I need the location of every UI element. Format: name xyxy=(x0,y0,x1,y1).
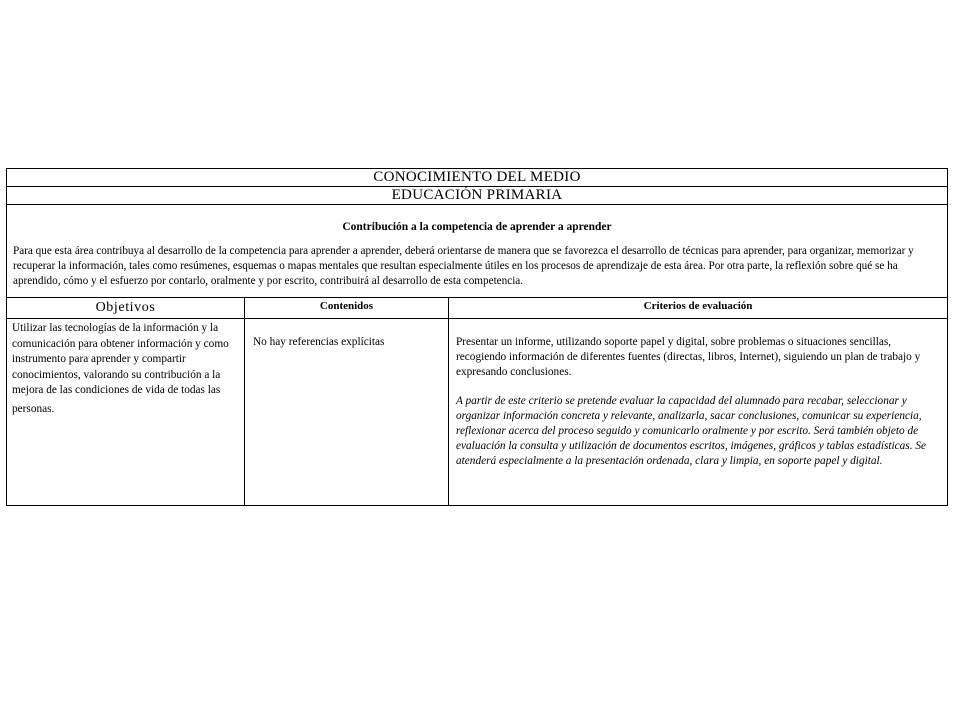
column-header-objetivos: Objetivos xyxy=(7,298,245,319)
table-row xyxy=(7,319,948,506)
criterio-text: Presentar un informe, utilizando soporte papel y digital, sobre problemas o situaciones sencillas, recogiendo información de diferentes fuentes (directas, libros, Internet), siguiendo un plan de trabajo y expresando conclusiones. xyxy=(456,336,921,379)
criterio-cell xyxy=(449,319,948,506)
objetivo-cell xyxy=(7,319,245,506)
objetivo-text-end: personas. xyxy=(12,402,55,415)
objetivo-text: Utilizar las tecnologías de la información y la comunicación para obtener información y como instrumento para aprender y compartir conocimientos, valorando su contribución a la mejora de las condiciones de vida de todas las xyxy=(12,322,229,396)
contenido-text: No hay referencias explícitas xyxy=(253,336,385,348)
competence-heading: Contribución a la competencia de aprender a aprender xyxy=(342,221,612,233)
education-level: EDUCACIÓN PRIMARIA xyxy=(7,187,948,205)
curriculum-table xyxy=(6,168,948,506)
subject-title: CONOCIMIENTO DEL MEDIO xyxy=(7,169,948,187)
column-header-criterios: Criterios de evaluación xyxy=(449,298,948,319)
criterio-explanation: A partir de este criterio se pretende evaluar la capacidad del alumnado para recabar, seleccionar y organizar información concreta y relevante, analizarla, sacar conclusiones, comunicar su experiencia, reflexionar acerca del proceso seguido y comunicarlo oralmente y por escrito. Será también objeto de evaluación la consulta y utilización de documentos escritos, imágenes, gráficos y tablas estadísticas. Se atenderá especialmente a la presentación ordenada, clara y limpia, en soporte papel y digital. xyxy=(456,394,927,468)
competence-section xyxy=(7,205,948,298)
contenido-cell xyxy=(245,319,449,506)
column-header-contenidos: Contenidos xyxy=(245,298,449,319)
competence-body: Para que esta área contribuya al desarrollo de la competencia para aprender a aprender, deberá orientarse de manera que se favorezca el desarrollo de técnicas para aprender, para organizar, memorizar y recuperar la información, tales como resúmenes, esquemas o mapas mentales que resultan especialmente útiles en los procesos de aprendizaje de esta área. Por otra parte, la reflexión sobre qué se ha aprendido, cómo y el esfuerzo por contarlo, oralmente y por escrito, contribuirá al desarrollo de esta competencia. xyxy=(13,245,914,287)
